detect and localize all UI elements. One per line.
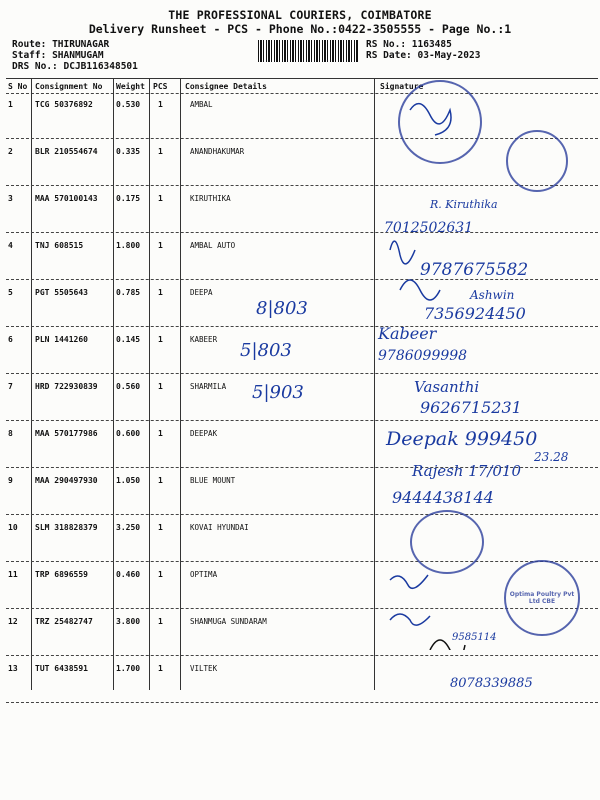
drs-value: DCJB116348501 xyxy=(63,61,138,72)
row-divider xyxy=(6,373,598,374)
cell-consignment: PGT 5505643 xyxy=(35,288,88,297)
row-divider xyxy=(6,514,598,515)
cell-consignee: BLUE MOUNT xyxy=(190,476,236,485)
cell-consignee: VILTEK xyxy=(190,664,218,673)
cell-pcs: 1 xyxy=(158,664,163,673)
cell-consignment: TNJ 608515 xyxy=(35,241,84,250)
cell-weight: 0.335 xyxy=(116,147,141,156)
company-stamp xyxy=(506,130,568,192)
cell-sno: 1 xyxy=(8,100,13,109)
cell-sno: 6 xyxy=(8,335,13,344)
cell-consignment: TRZ 25482747 xyxy=(35,617,93,626)
cell-pcs: 1 xyxy=(158,617,163,626)
cell-consignment: MAA 570177986 xyxy=(35,429,98,438)
column-divider xyxy=(149,78,150,690)
cell-sno: 11 xyxy=(8,570,18,579)
rs-date-field xyxy=(366,50,480,61)
header-divider xyxy=(6,93,598,94)
cell-pcs: 1 xyxy=(158,100,163,109)
rs-date-value: 03-May-2023 xyxy=(417,50,481,61)
cell-consignee: SHANMUGA SUNDARAM xyxy=(190,617,267,626)
cell-consignee: DEEPAK xyxy=(190,429,218,438)
handwritten-note: 5|803 xyxy=(240,340,292,361)
handwritten-note: Kabeer xyxy=(378,324,437,343)
cell-consignee: KIRUTHIKA xyxy=(190,194,231,203)
handwritten-phone: 8078339885 xyxy=(450,676,533,691)
handwritten-note: Rajesh 17/010 xyxy=(412,462,522,480)
cell-sno: 5 xyxy=(8,288,13,297)
cell-consignee: DEEPA xyxy=(190,288,213,297)
cell-sno: 2 xyxy=(8,147,13,156)
column-header-weight: Weight xyxy=(116,82,145,91)
cell-consignment: MAA 570100143 xyxy=(35,194,98,203)
signature-mark xyxy=(400,280,440,300)
cell-sno: 9 xyxy=(8,476,13,485)
staff-label: Staff: xyxy=(12,50,47,61)
staff-value: SHANMUGAM xyxy=(52,50,104,61)
cell-weight: 1.700 xyxy=(116,664,141,673)
column-header-signature: Signature xyxy=(380,82,424,91)
cell-weight: 1.800 xyxy=(116,241,141,250)
rs-date-label: RS Date: xyxy=(366,50,412,61)
cell-consignment: MAA 290497930 xyxy=(35,476,98,485)
cell-consignee: SHARMILA xyxy=(190,382,227,391)
barcode-image xyxy=(258,40,358,62)
cell-consignment: PLN 1441260 xyxy=(35,335,88,344)
handwritten-phone: 7012502631 xyxy=(384,220,474,236)
handwritten-phone: 9787675582 xyxy=(420,260,529,280)
row-divider xyxy=(6,702,598,703)
cell-pcs: 1 xyxy=(158,241,163,250)
cell-weight: 0.560 xyxy=(116,382,141,391)
route-field xyxy=(12,39,109,50)
column-header-sno: S No xyxy=(8,82,28,91)
cell-pcs: 1 xyxy=(158,382,163,391)
cell-sno: 3 xyxy=(8,194,13,203)
handwritten-note: Vasanthi xyxy=(414,378,480,396)
runsheet-subtitle: Delivery Runsheet - PCS - Phone No.:0422-3505555 - Page No.:1 xyxy=(88,22,512,36)
table-top-border xyxy=(6,78,598,79)
rs-number-field xyxy=(366,39,452,50)
cell-consignment: SLM 318828379 xyxy=(35,523,98,532)
cell-sno: 4 xyxy=(8,241,13,250)
cell-consignee: ANANDHAKUMAR xyxy=(190,147,245,156)
cell-weight: 1.050 xyxy=(116,476,141,485)
cell-weight: 0.600 xyxy=(116,429,141,438)
signature-mark xyxy=(410,104,451,135)
cell-consignee: OPTIMA xyxy=(190,570,218,579)
column-divider xyxy=(31,78,32,690)
drs-field xyxy=(12,61,138,72)
cell-pcs: 1 xyxy=(158,147,163,156)
cell-consignment: HRD 722930839 xyxy=(35,382,98,391)
column-divider xyxy=(113,78,114,690)
column-header-consignee: Consignee Details xyxy=(185,82,267,91)
handwritten-note: Ashwin xyxy=(470,288,515,302)
row-divider xyxy=(6,561,598,562)
cell-consignment: TUT 6438591 xyxy=(35,664,88,673)
signature-mark xyxy=(430,640,465,650)
route-label: Route: xyxy=(12,39,47,50)
handwritten-note: Deepak 999450 xyxy=(386,428,538,450)
cell-weight: 3.800 xyxy=(116,617,141,626)
optima-stamp: Optima Poultry Pvt Ltd CBE xyxy=(504,560,580,636)
cell-consignee: KOVAI HYUNDAI xyxy=(190,523,249,532)
cell-pcs: 1 xyxy=(158,570,163,579)
column-divider xyxy=(374,78,375,690)
cell-weight: 3.250 xyxy=(116,523,141,532)
cell-consignee: KABEER xyxy=(190,335,218,344)
column-header-consignment: Consignment No xyxy=(35,82,103,91)
cell-sno: 8 xyxy=(8,429,13,438)
handwritten-note: R. Kiruthika xyxy=(430,198,498,211)
row-divider xyxy=(6,232,598,233)
handwritten-phone: 9444438144 xyxy=(392,488,494,507)
handwritten-note: 23.28 xyxy=(534,450,569,464)
cell-sno: 12 xyxy=(8,617,18,626)
cell-weight: 0.460 xyxy=(116,570,141,579)
staff-field xyxy=(12,50,104,61)
cell-pcs: 1 xyxy=(158,194,163,203)
column-header-pcs: PCS xyxy=(153,82,168,91)
cell-consignee: AMBAL AUTO xyxy=(190,241,236,250)
signature-mark xyxy=(390,241,415,264)
handwritten-note: 5|903 xyxy=(252,382,304,403)
cell-consignment: TCG 50376892 xyxy=(35,100,93,109)
row-divider xyxy=(6,185,598,186)
cell-sno: 7 xyxy=(8,382,13,391)
route-value: THIRUNAGAR xyxy=(52,39,110,50)
cell-weight: 0.785 xyxy=(116,288,141,297)
cell-pcs: 1 xyxy=(158,523,163,532)
cell-sno: 13 xyxy=(8,664,18,673)
row-divider xyxy=(6,655,598,656)
rs-number-value: 1163485 xyxy=(411,39,452,50)
cell-pcs: 1 xyxy=(158,429,163,438)
cell-consignee: AMBAL xyxy=(190,100,213,109)
cell-weight: 0.145 xyxy=(116,335,141,344)
cell-pcs: 1 xyxy=(158,476,163,485)
cell-consignment: BLR 210554674 xyxy=(35,147,98,156)
drs-label: DRS No.: xyxy=(12,61,58,72)
rs-number-label: RS No.: xyxy=(366,39,407,50)
row-divider xyxy=(6,420,598,421)
page-title: THE PROFESSIONAL COURIERS, COIMBATORE xyxy=(168,8,432,22)
cell-pcs: 1 xyxy=(158,288,163,297)
handwritten-note: 8|803 xyxy=(256,298,308,319)
handwritten-phone: 9626715231 xyxy=(420,398,522,417)
cell-consignment: TRP 6896559 xyxy=(35,570,88,579)
cell-weight: 0.530 xyxy=(116,100,141,109)
signature-mark xyxy=(390,614,430,625)
cell-pcs: 1 xyxy=(158,335,163,344)
handwritten-phone: 7356924450 xyxy=(424,304,526,323)
cell-weight: 0.175 xyxy=(116,194,141,203)
column-divider xyxy=(180,78,181,690)
cell-sno: 10 xyxy=(8,523,18,532)
row-divider xyxy=(6,326,598,327)
handwritten-phone: 9786099998 xyxy=(378,348,468,364)
handwritten-phone: 9585114 xyxy=(452,632,497,643)
signature-mark xyxy=(390,575,428,588)
row-divider xyxy=(6,138,598,139)
signature-marks xyxy=(380,90,500,650)
